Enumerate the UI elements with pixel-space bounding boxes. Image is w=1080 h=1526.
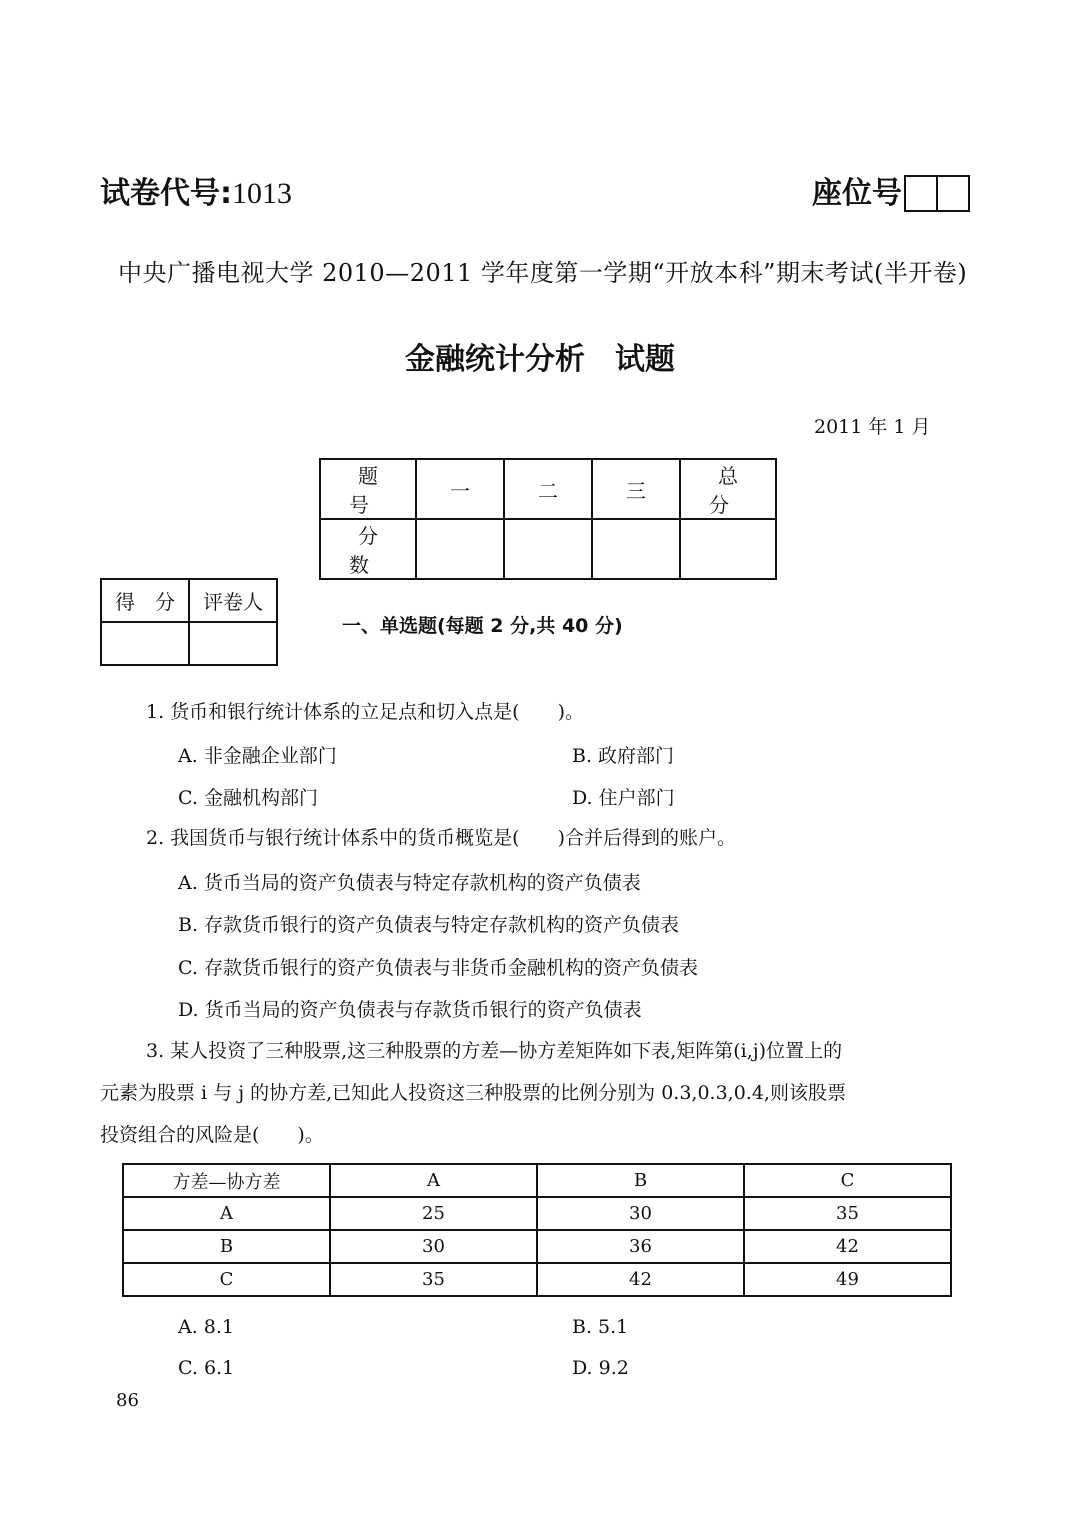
matrix-cell: 30 (330, 1230, 537, 1263)
question-2-stem: 2. 我国货币与银行统计体系中的货币概览是( )合并后得到的账户。 (146, 827, 736, 849)
subject-title: 金融统计分析 试题 (405, 342, 675, 377)
question-3-stem-line-1: 3. 某人投资了三种股票,这三种股票的方差—协方差矩阵如下表,矩阵第(i,j)位置上的 (146, 1040, 843, 1062)
matrix-row (123, 1230, 951, 1263)
covariance-matrix-table (122, 1163, 952, 1297)
question-3-option-c: C. 6.1 (178, 1357, 235, 1379)
score-cell[interactable] (504, 519, 592, 579)
matrix-cell: 49 (744, 1263, 951, 1296)
question-1-option-a: A. 非金融企业部门 (178, 745, 337, 767)
matrix-col-header: A (330, 1164, 537, 1197)
score-table-col: 一 (416, 459, 504, 519)
matrix-col-header: C (744, 1164, 951, 1197)
question-3-option-a: A. 8.1 (178, 1316, 235, 1338)
question-1-option-c: C. 金融机构部门 (178, 787, 318, 809)
question-1-option-d: D. 住户部门 (572, 787, 675, 809)
page-number: 86 (116, 1390, 139, 1411)
exam-title: 中央广播电视大学 2010—2011 学年度第一学期“开放本科”期末考试(半开卷) (118, 259, 968, 287)
score-table-header-row (320, 459, 776, 519)
score-table-label: 题 号 (320, 459, 416, 519)
question-2-option-a: A. 货币当局的资产负债表与特定存款机构的资产负债表 (178, 872, 641, 894)
matrix-header-row (123, 1164, 951, 1197)
matrix-row-header: B (123, 1230, 330, 1263)
seat-label: 座位号 (812, 176, 902, 211)
question-1-option-b: B. 政府部门 (572, 745, 675, 767)
question-1-stem: 1. 货币和银行统计体系的立足点和切入点是( )。 (146, 701, 584, 723)
score-table (319, 458, 794, 580)
seat-box-1[interactable] (904, 175, 938, 212)
score-table-total: 总 分 (680, 459, 776, 519)
grader-name-cell[interactable] (189, 622, 277, 665)
matrix-cell: 35 (744, 1197, 951, 1230)
matrix-cell: 42 (744, 1230, 951, 1263)
matrix-row (123, 1197, 951, 1230)
matrix-row-header: C (123, 1263, 330, 1296)
question-2-option-b: B. 存款货币银行的资产负债表与特定存款机构的资产负债表 (178, 914, 680, 936)
section-title: 一、单选题(每题 2 分,共 40 分) (342, 615, 623, 637)
paper-code (100, 168, 292, 212)
paper-code-label: 试卷代号: (100, 176, 232, 211)
exam-date: 2011 年 1 月 (814, 416, 931, 438)
score-table-row-label: 分 数 (320, 519, 416, 579)
grader-table (100, 578, 278, 666)
score-table-col: 三 (592, 459, 680, 519)
question-3-option-b: B. 5.1 (572, 1316, 629, 1338)
question-3-stem-line-3: 投资组合的风险是( )。 (100, 1124, 324, 1146)
score-table-score-row (320, 519, 776, 579)
question-3-stem-line-2: 元素为股票 i 与 j 的协方差,已知此人投资这三种股票的比例分别为 0.3,0.3,0.4,则该股票 (100, 1082, 846, 1104)
grader-score-cell[interactable] (101, 622, 189, 665)
paper-code-number: 1013 (232, 177, 292, 210)
matrix-cell: 36 (537, 1230, 744, 1263)
matrix-row-header: A (123, 1197, 330, 1230)
score-cell[interactable] (680, 519, 776, 579)
score-cell[interactable] (592, 519, 680, 579)
matrix-cell: 42 (537, 1263, 744, 1296)
seat-number (812, 168, 970, 212)
question-2-option-c: C. 存款货币银行的资产负债表与非货币金融机构的资产负债表 (178, 957, 698, 979)
matrix-row (123, 1263, 951, 1296)
matrix-cell: 30 (537, 1197, 744, 1230)
seat-box-2[interactable] (938, 175, 970, 212)
grader-name-label: 评卷人 (189, 579, 277, 622)
question-2-option-d: D. 货币当局的资产负债表与存款货币银行的资产负债表 (178, 999, 642, 1021)
grader-score-label: 得 分 (101, 579, 189, 622)
matrix-cell: 25 (330, 1197, 537, 1230)
matrix-corner-header: 方差—协方差 (123, 1164, 330, 1197)
question-3-option-d: D. 9.2 (572, 1357, 629, 1379)
matrix-cell: 35 (330, 1263, 537, 1296)
score-table-col: 二 (504, 459, 592, 519)
matrix-col-header: B (537, 1164, 744, 1197)
